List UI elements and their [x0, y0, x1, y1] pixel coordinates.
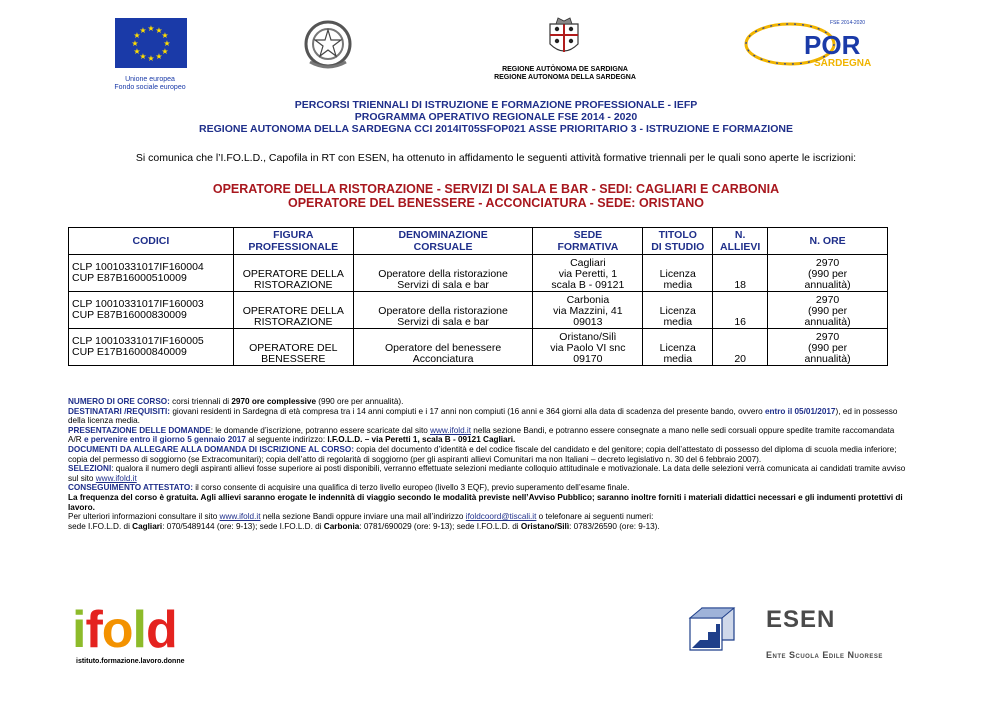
- svg-text:★: ★: [131, 39, 139, 48]
- clp-code: CLP 10010331017IF160004: [72, 261, 204, 273]
- eu-caption-line1: Unione europea: [125, 76, 175, 83]
- note-text: : 0781/690029 (ore: 9-13); sede I.FO.L.D. di: [359, 521, 521, 531]
- cell-allievi: 20: [713, 329, 768, 366]
- esen-cube-icon: [684, 604, 740, 652]
- logo-row: [0, 10, 992, 100]
- sede-l2: via Paolo VI snc: [550, 342, 626, 354]
- courses-table: [68, 227, 888, 366]
- note-frequenza: [68, 493, 908, 512]
- svg-text:★: ★: [155, 52, 163, 61]
- cell-allievi: 16: [713, 292, 768, 329]
- note-info: [68, 512, 908, 522]
- denom-l1: Operatore della ristorazione: [378, 268, 508, 280]
- cell-codici: [69, 292, 234, 329]
- figura-l1: OPERATORE DELLA: [242, 268, 344, 280]
- course-subheading: [0, 182, 992, 210]
- intro-text: Si comunica che l’I.FO.L.D., Capofila in RT con ESEN, ha ottenuto in affidamento le seguenti attività formative triennali per le quali sono aperte le iscrizioni:: [135, 152, 857, 164]
- denom-l1: Operatore del benessere: [385, 342, 502, 354]
- note-text: Per ulteriori informazioni consultare il sito: [68, 512, 220, 522]
- note-text: sede I.FO.L.D. di: [68, 521, 133, 531]
- svg-text:★: ★: [161, 31, 169, 40]
- sardinia-caption-line1: REGIONE AUTÒNOMA DE SARDIGNA: [502, 66, 628, 73]
- figura-l2: BENESSERE: [261, 353, 326, 365]
- note-text: (990 ore per annualità).: [316, 397, 404, 406]
- note-bold: La frequenza del corso è gratuita. Agli allievi saranno erogate le indennità di viaggio secondo le modalità previste nell’Avviso Pubblico; saranno inoltre forniti i materiali didattici necessari e gli indumenti protettivi di lavoro.: [68, 492, 903, 512]
- cell-ore: [768, 255, 888, 292]
- header-denom-l1: DENOMINAZIONE: [398, 229, 488, 241]
- col-header-ore: [768, 228, 888, 255]
- svg-text:★: ★: [139, 52, 147, 61]
- denom-l2: Servizi di sala e bar: [397, 316, 489, 328]
- note-text: o telefonare ai seguenti numeri:: [536, 512, 654, 522]
- note-text: il corso consente di acquisire una qualifica di terzo livello europeo (livello 3 EQF), previo superamento dell’esame finale.: [192, 483, 630, 493]
- ifold-wordmark: ifold: [72, 601, 177, 659]
- ifold-tagline: istituto.formazione.lavoro.donne: [76, 658, 185, 665]
- denom-l1: Operatore della ristorazione: [378, 305, 508, 317]
- header-sede-l2: FORMATIVA: [557, 241, 619, 253]
- subheading-line-2: OPERATORE DEL BENESSERE - ACCONCIATURA - SEDE: ORISTANO: [287, 196, 704, 210]
- sede-l3: scala B - 09121: [551, 279, 625, 291]
- esen-subtitle: Ente Scuola Edile Nuorese: [766, 650, 883, 660]
- header-titolo-l2: DI STUDIO: [651, 241, 705, 253]
- sede-l1: Cagliari: [570, 257, 606, 269]
- ore-l3: annualità): [804, 316, 851, 328]
- titolo-l2: media: [663, 279, 693, 291]
- clp-code: CLP 10010331017IF160003: [72, 298, 204, 310]
- note-label: DOCUMENTI DA ALLEGARE ALLA DOMANDA DI ISCRIZIONE AL CORSO:: [68, 444, 354, 454]
- note-bold: Carbonia: [323, 521, 360, 531]
- note-bold: Oristano/Silì: [520, 521, 570, 531]
- note-text: corsi triennali di: [169, 397, 232, 406]
- cup-code: CUP E87B16000830009: [72, 309, 187, 321]
- esen-wordmark: ESEN: [766, 606, 836, 633]
- col-header-denominazione: [353, 228, 533, 255]
- ore-l2: (990 per: [808, 268, 848, 280]
- ore-l3: annualità): [804, 353, 851, 365]
- ifold-website-link[interactable]: www.ifold.it: [219, 512, 261, 522]
- cell-sede: [533, 329, 643, 366]
- svg-text:★: ★: [161, 47, 169, 56]
- note-text: nella sezione Bandi oppure inviare una mail all’indirizzo: [260, 512, 466, 522]
- table-header-row: [69, 228, 888, 255]
- header-sede-l1: SEDE: [573, 229, 603, 241]
- por-region: SARDEGNA: [814, 58, 872, 69]
- ore-l2: (990 per: [808, 305, 848, 317]
- note-numero-ore: [68, 397, 908, 407]
- note-bold: e pervenire entro il giorno 5 gennaio 2017: [83, 435, 246, 445]
- note-label: DESTINATARI /REQUISITI:: [68, 406, 171, 416]
- figura-l1: OPERATORE DEL: [249, 342, 338, 354]
- titolo-l1: Licenza: [659, 305, 696, 317]
- col-header-figura: [233, 228, 353, 255]
- note-text: copia del documento d’identità e del codice fiscale del candidato e del genitore; copia dell’attestato di possesso del diploma di scuola media inferiore; copia del permesso di soggiorno (se Extracomunitari); copia dell’atto di regolarità di soggiorno (per gli aspiranti allievi Comunitari ma non Italiani – decreto legislativo n. 30 del 6 febbraio 2007).: [68, 444, 897, 464]
- cup-code: CUP E87B16000510009: [72, 272, 187, 284]
- heading-line-2: PROGRAMMA OPERATIVO REGIONALE FSE 2014 - 2020: [354, 111, 638, 123]
- por-small-label: FSE 2014-2020: [830, 20, 866, 26]
- por-word: POR: [804, 30, 861, 60]
- note-sedi: [68, 522, 908, 532]
- titolo-l2: media: [663, 316, 693, 328]
- note-label: PRESENTAZIONE DELLE DOMANDE: [68, 425, 211, 435]
- heading-line-1: PERCORSI TRIENNALI DI ISTRUZIONE E FORMAZIONE PROFESSIONALE - IEFP: [294, 99, 698, 111]
- col-header-allievi: [713, 228, 768, 255]
- por-sardegna-logo: [742, 14, 872, 74]
- note-bold: entro il 05/01/2017: [764, 406, 836, 416]
- cell-figura: [233, 292, 353, 329]
- svg-text:★: ★: [139, 26, 147, 35]
- italian-republic-emblem: [300, 16, 356, 74]
- col-header-titolo: [643, 228, 713, 255]
- eu-flag-logo: [115, 18, 187, 68]
- cell-sede: [533, 255, 643, 292]
- header-figura-l2: PROFESSIONALE: [248, 241, 339, 253]
- figura-l2: RISTORAZIONE: [253, 279, 333, 291]
- note-bold: 2970 ore complessive: [231, 397, 317, 406]
- ore-l2: (990 per: [808, 342, 848, 354]
- note-presentazione: [68, 426, 908, 445]
- note-text: : le domande d’iscrizione, potranno essere scaricate dal sito: [210, 425, 431, 435]
- sede-l2: via Peretti, 1: [558, 268, 618, 280]
- cell-ore: [768, 292, 888, 329]
- cell-allievi: 18: [713, 255, 768, 292]
- sede-l1: Oristano/Silì: [559, 331, 617, 343]
- ore-l1: 2970: [815, 331, 840, 343]
- sardinia-caption: [430, 66, 700, 82]
- denom-l2: Servizi di sala e bar: [397, 279, 489, 291]
- cell-figura: [233, 255, 353, 292]
- figura-l2: RISTORAZIONE: [253, 316, 333, 328]
- note-label: CONSEGUIMENTO ATTESTATO:: [68, 483, 193, 493]
- header-ore-text: N. ORE: [809, 235, 846, 247]
- cell-figura: [233, 329, 353, 366]
- note-text: : 0783/26590 (ore: 9-13).: [569, 521, 660, 531]
- eu-caption-line2: Fondo sociale europeo: [114, 84, 186, 91]
- eu-caption: [85, 76, 215, 92]
- note-conseguimento: [68, 483, 908, 493]
- col-header-sede: [533, 228, 643, 255]
- table-row: [69, 255, 888, 292]
- note-bold: Cagliari: [132, 521, 163, 531]
- cell-codici: [69, 255, 234, 292]
- svg-text:★: ★: [133, 47, 141, 56]
- table-row: [69, 329, 888, 366]
- note-documenti: [68, 445, 908, 464]
- note-text: al seguente indirizzo:: [245, 435, 328, 445]
- cell-denominazione: [353, 329, 533, 366]
- cell-denominazione: [353, 292, 533, 329]
- header-allievi-l1: N.: [734, 229, 746, 241]
- svg-text:★: ★: [133, 31, 141, 40]
- note-selezioni: [68, 464, 908, 483]
- svg-text:★: ★: [155, 26, 163, 35]
- sede-l1: Carbonia: [566, 294, 610, 306]
- note-text: nella sezione Bandi, e potranno essere consegnate a mano nelle sedi corsuali oppure spedite tramite raccomandata A/R: [68, 425, 895, 445]
- notes-section: [68, 397, 908, 531]
- note-destinatari: [68, 407, 908, 426]
- figura-l1: OPERATORE DELLA: [242, 305, 344, 317]
- note-text: giovani residenti in Sardegna di età compresa tra i 14 anni compiuti e i 17 anni non compiuti (16 anni e 364 giorni alla data di scadenza del presente bando, ovvero: [170, 406, 765, 416]
- svg-text:★: ★: [147, 54, 155, 63]
- titolo-l1: Licenza: [659, 268, 696, 280]
- ifold-website-link[interactable]: www.ifold.it: [430, 425, 472, 435]
- header-denom-l2: CORSUALE: [413, 241, 473, 253]
- ifold-website-link[interactable]: www.ifold.it: [95, 473, 137, 483]
- cell-ore: [768, 329, 888, 366]
- sede-l3: 09170: [573, 353, 603, 365]
- sede-l2: via Mazzini, 41: [553, 305, 623, 317]
- sede-l3: 09013: [573, 316, 603, 328]
- note-label: NUMERO DI ORE CORSO:: [68, 397, 170, 406]
- ifold-logo: [72, 601, 212, 665]
- clp-code: CLP 10010331017IF160005: [72, 335, 204, 347]
- header-codici-text: CODICI: [132, 235, 170, 247]
- denom-l2: Acconciatura: [412, 353, 474, 365]
- ore-l3: annualità): [804, 279, 851, 291]
- cell-sede: [533, 292, 643, 329]
- main-heading: [0, 99, 992, 135]
- sardinia-crest: [548, 16, 580, 60]
- note-bold: I.F.O.L.D. – via Peretti 1, scala B - 09121 Cagliari.: [327, 435, 516, 445]
- ore-l1: 2970: [815, 257, 840, 269]
- email-link[interactable]: ifoldcoord@tiscali.it: [465, 512, 537, 522]
- note-text: : qualora il numero degli aspiranti allievi fosse superiore ai posti disponibili, verranno effettuate selezioni mediante colloquio attitudinale e motivazionale. La data delle selezioni verrà comunicata ai candidati tramite avviso sul sito: [68, 464, 906, 483]
- col-header-codici: [69, 228, 234, 255]
- cell-titolo: [643, 329, 713, 366]
- cell-titolo: [643, 292, 713, 329]
- cell-codici: [69, 329, 234, 366]
- heading-line-3: REGIONE AUTONOMA DELLA SARDEGNA CCI 2014IT05SFOP021 ASSE PRIORITARIO 3 - ISTRUZIONE E FORMAZIONE: [199, 123, 793, 135]
- header-titolo-l1: TITOLO: [658, 229, 697, 241]
- note-label: SELEZIONI: [68, 464, 112, 474]
- table-row: [69, 292, 888, 329]
- titolo-l1: Licenza: [659, 342, 696, 354]
- svg-text:★: ★: [163, 39, 171, 48]
- subheading-line-1: OPERATORE DELLA RISTORAZIONE - SERVIZI DI SALA E BAR - SEDI: CAGLIARI E CARBONIA: [212, 182, 780, 196]
- cell-titolo: [643, 255, 713, 292]
- svg-text:★: ★: [147, 24, 155, 33]
- sardinia-caption-line2: REGIONE AUTONOMA DELLA SARDEGNA: [494, 74, 636, 81]
- note-text: ), ed in possesso della licenza media.: [68, 406, 898, 426]
- titolo-l2: media: [663, 353, 693, 365]
- header-figura-l1: FIGURA: [273, 229, 314, 241]
- header-allievi-l2: ALLIEVI: [720, 241, 761, 253]
- ore-l1: 2970: [815, 294, 840, 306]
- cell-denominazione: [353, 255, 533, 292]
- cup-code: CUP E17B16000840009: [72, 346, 187, 358]
- note-text: : 070/5489144 (ore: 9-13); sede I.FO.L.D. di: [162, 521, 324, 531]
